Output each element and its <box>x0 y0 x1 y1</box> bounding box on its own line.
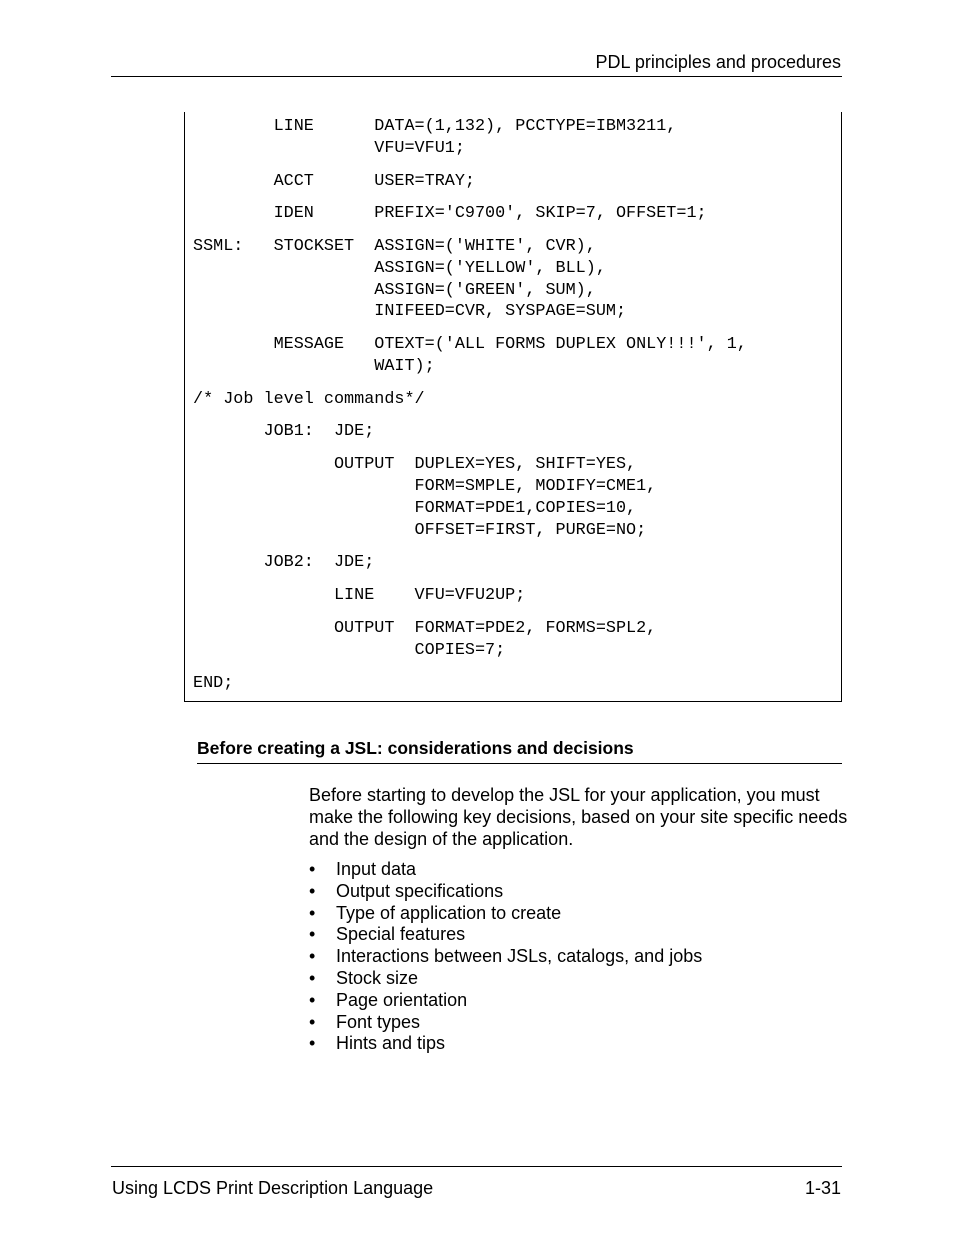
code-line: JOB1: JDE; <box>193 422 375 441</box>
code-line: IDEN PREFIX='C9700', SKIP=7, OFFSET=1; <box>193 204 707 223</box>
intro-paragraph: Before starting to develop the JSL for your application, you must make the following key decisions, based on your site specific needs and the design of the application. <box>309 785 848 849</box>
list-item: • Hints and tips <box>309 1033 702 1055</box>
code-line: LINE DATA=(1,132), PCCTYPE=IBM3211, <box>193 117 677 136</box>
section-title: Before creating a JSL: considerations and decisions <box>197 738 634 758</box>
list-item: • Special features <box>309 924 702 946</box>
code-line: MESSAGE OTEXT=('ALL FORMS DUPLEX ONLY!!!', 1, <box>193 335 747 354</box>
code-line: ASSIGN=('GREEN', SUM), <box>193 281 596 300</box>
code-line: FORM=SMPLE, MODIFY=CME1, <box>193 477 657 496</box>
code-line: COPIES=7; <box>193 641 506 660</box>
code-line: OUTPUT FORMAT=PDE2, FORMS=SPL2, <box>193 619 657 638</box>
code-line: SSML: STOCKSET ASSIGN=('WHITE', CVR), <box>193 237 596 256</box>
code-line: ACCT USER=TRAY; <box>193 172 475 191</box>
decision-list <box>309 859 702 1055</box>
code-line: OUTPUT DUPLEX=YES, SHIFT=YES, <box>193 455 637 474</box>
code-comment: /* Job level commands*/ <box>193 390 425 409</box>
list-item: • Type of application to create <box>309 903 702 925</box>
code-line: END; <box>193 674 234 693</box>
header-rule <box>111 76 842 77</box>
code-line: WAIT); <box>193 357 435 376</box>
code-line: INIFEED=CVR, SYSPAGE=SUM; <box>193 302 627 321</box>
list-item: • Stock size <box>309 968 702 990</box>
code-line: JOB2: JDE; <box>193 553 375 572</box>
header-title: PDL principles and procedures <box>595 52 841 72</box>
list-item: • Font types <box>309 1012 702 1034</box>
footer-rule <box>111 1166 842 1167</box>
list-item: • Input data <box>309 859 702 881</box>
list-item: • Page orientation <box>309 990 702 1012</box>
list-item: • Output specifications <box>309 881 702 903</box>
list-item: • Interactions between JSLs, catalogs, and jobs <box>309 946 702 968</box>
code-line: LINE VFU=VFU2UP; <box>193 586 526 605</box>
section-rule <box>197 763 842 764</box>
footer-title: Using LCDS Print Description Language <box>112 1178 434 1198</box>
code-line: OFFSET=FIRST, PURGE=NO; <box>193 521 647 540</box>
code-line: ASSIGN=('YELLOW', BLL), <box>193 259 606 278</box>
code-line: VFU=VFU1; <box>193 139 465 158</box>
code-example-box <box>184 112 842 702</box>
code-line: FORMAT=PDE1,COPIES=10, <box>193 499 637 518</box>
page-number: 1-31 <box>804 1178 841 1198</box>
